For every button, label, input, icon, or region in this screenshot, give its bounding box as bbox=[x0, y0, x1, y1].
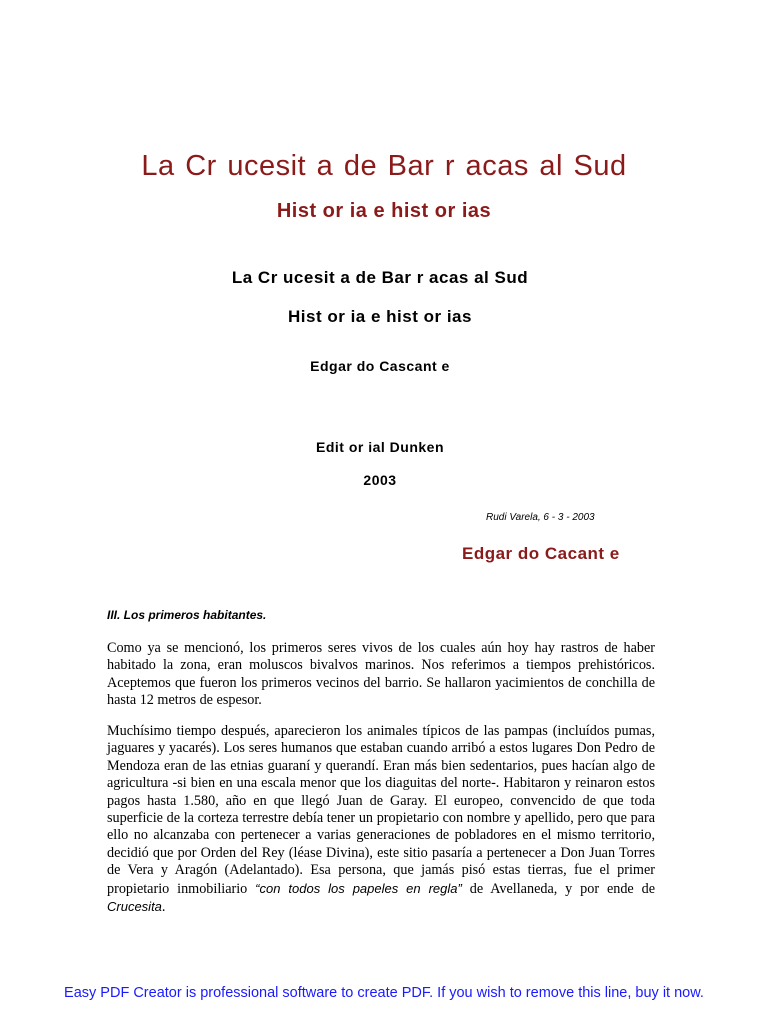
document-subtitle: Hist or ia e hist or ias bbox=[276, 200, 492, 222]
document-title: La Cr ucesit a de Bar r acas al Sud bbox=[141, 150, 627, 182]
paragraph-2-end: . bbox=[161, 899, 166, 916]
paragraph-2-text: Muchísimo tiempo después, aparecieron los animales típicos de las pampas (incluídos pumas, jaguares y yacarés). Los seres humanos que estaban cuando arribó a estos lugares Don Pedro de Mendoza eran de las etnias guaraní y querandí. Eran más bien sedentarios, pues hacían algo de agricultura -si bien en una escala menor que los diaguitas del norte-. Habitaron y reinaron estos pagos hasta 1.580, año en que llegó Juan de Garay. El europeo, convencido de que toda superficie de la corteza terrestre debía tener un propietario con nombre y apellido, pero que para ello no alcanzaba con pertenecer a varias generaciones de pobladores en el mismo territorio, decidió que por Orden del Rey (léase Divina), este sitio pasaría a pertenecer a Don Juan Torres de Vera y Aragón (Adelantado). Esa persona, que jamás pisó estas tierras, fue el primer propietario inmobiliario bbox=[107, 723, 655, 897]
paragraph-2-quote: “con todos los papeles en regla” bbox=[255, 880, 462, 896]
author-name: Edgar do Cascant e bbox=[310, 358, 450, 374]
paragraph-1: Como ya se mencionó, los primeros seres vivos de los cuales aún hoy hay rastros de haber habitado la zona, eran moluscos bivalvos marinos. Nos referimos a tiempos prehistóricos. Aceptemos que fueron los primeros vecinos del barrio. Se hallaron yacimientos de conchilla de hasta 12 metros de espesor. bbox=[107, 640, 655, 709]
paragraph-2-italic-word: Crucesita bbox=[107, 899, 162, 915]
publication-year: 2003 bbox=[363, 472, 397, 488]
book-subtitle: Hist or ia e hist or ias bbox=[288, 307, 472, 326]
book-title: La Cr ucesit a de Bar r acas al Sud bbox=[231, 268, 529, 287]
publisher-name: Edit or ial Dunken bbox=[315, 439, 444, 455]
paragraph-2-middle: de Avellaneda, y por ende de bbox=[469, 880, 655, 897]
pdf-creator-footer[interactable]: Easy PDF Creator is professional software to create PDF. If you wish to remove this line, buy it now. bbox=[64, 985, 704, 1001]
signature: Edgar do Cacant e bbox=[462, 544, 620, 563]
paragraph-2 bbox=[107, 723, 655, 916]
section-heading: III. Los primeros habitantes. bbox=[107, 608, 267, 622]
date-note: Rudi Varela, 6 - 3 - 2003 bbox=[486, 512, 595, 523]
